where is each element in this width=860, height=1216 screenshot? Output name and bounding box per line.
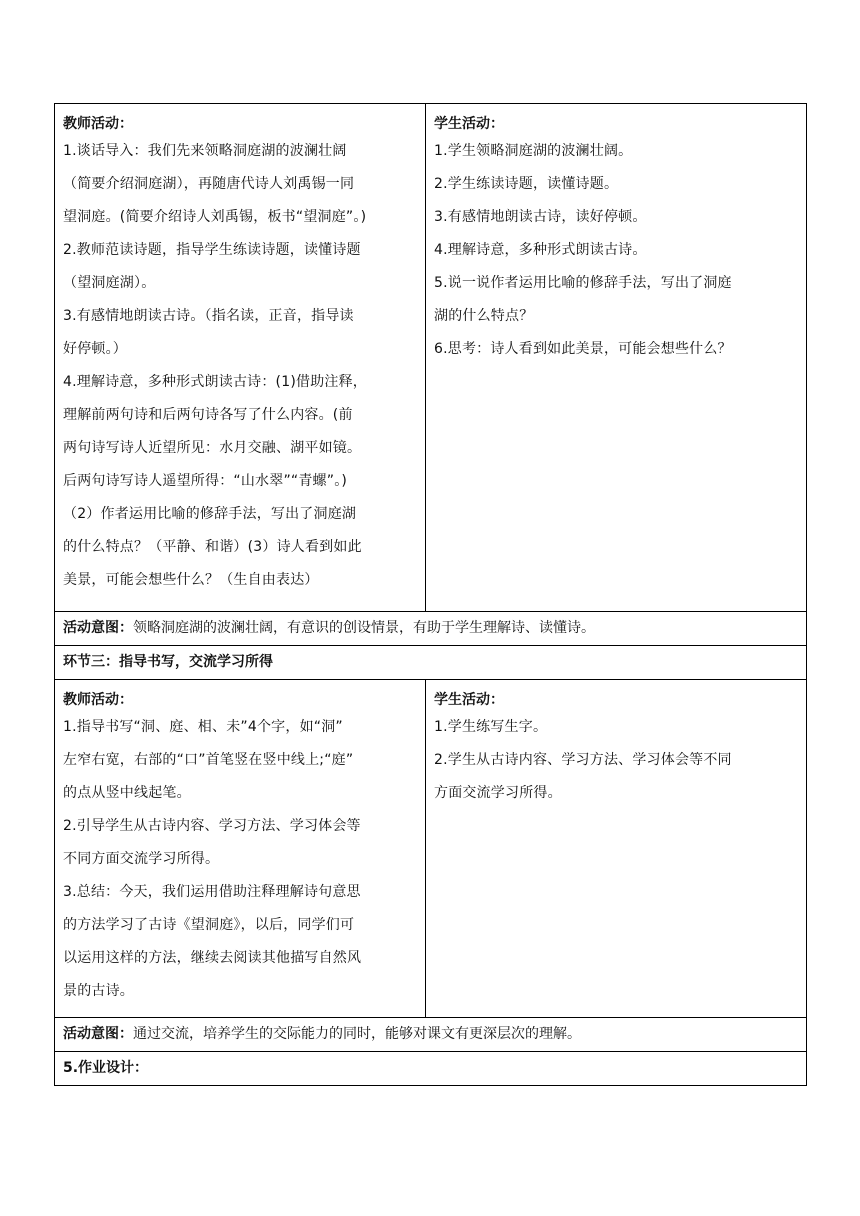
section3-teacher-line: 景的古诗。 [63, 983, 134, 999]
section3-title: 环节三：指导书写，交流学习所得 [63, 654, 273, 670]
section2-student-line: 2.学生练读诗题，读懂诗题。 [434, 176, 619, 192]
section2-teacher-line: 理解前两句诗和后两句诗各写了什么内容。(前 [63, 407, 353, 423]
section2-student-line: 1.学生领略洞庭湖的波澜壮阔。 [434, 143, 633, 159]
section3-teacher-line: 1.指导书写“洞、庭、相、未”4个字，如“洞” [63, 719, 343, 735]
homework-title: 5.作业设计： [63, 1060, 149, 1076]
section2-intent-cell [55, 612, 807, 646]
section3-title-cell [55, 646, 807, 680]
section3-teacher-line: 的点从竖中线起笔。 [63, 785, 191, 801]
section2-teacher-line: 4.理解诗意，多种形式朗读古诗：(1)借助注释， [63, 374, 367, 390]
section2-teacher-line: 1.谈话导入：我们先来领略洞庭湖的波澜壮阔 [63, 143, 347, 159]
section3-title-row [55, 646, 807, 680]
section2-intent-text: 领略洞庭湖的波澜壮阔，有意识的创设情景，有助于学生理解诗、读懂诗。 [133, 620, 595, 636]
section2-teacher-line: 美景，可能会想些什么？（生自由表达） [63, 572, 319, 588]
section2-teacher-line: 后两句诗写诗人遥望所得：“山水翠”“青螺”。) [63, 473, 348, 489]
section3-intent-row [55, 1018, 807, 1052]
section2-student-lines [434, 135, 798, 366]
section2-teacher-line: （简要介绍洞庭湖），再随唐代诗人刘禹锡一同 [63, 176, 355, 192]
section3-teacher-line: 的方法学习了古诗《望洞庭》，以后，同学们可 [63, 917, 355, 933]
section3-teacher-line: 不同方面交流学习所得。 [63, 851, 220, 867]
section3-student-cell [426, 680, 807, 1018]
section2-student-cell [426, 104, 807, 612]
section2-activities-row [55, 104, 807, 612]
section3-teacher-heading: 教师活动： [63, 692, 133, 708]
section2-student-line: 6.思考：诗人看到如此美景，可能会想些什么？ [434, 341, 732, 357]
section2-teacher-cell [55, 104, 426, 612]
section3-student-line: 1.学生练写生字。 [434, 719, 548, 735]
section2-student-line: 4.理解诗意，多种形式朗读古诗。 [434, 242, 647, 258]
section2-teacher-line: 望洞庭。(简要介绍诗人刘禹锡，板书“望洞庭”。) [63, 209, 367, 225]
section2-teacher-line: 3.有感情地朗读古诗。（指名读，正音，指导读 [63, 308, 354, 324]
section2-teacher-lines [63, 135, 417, 597]
section3-teacher-cell [55, 680, 426, 1018]
section3-student-heading: 学生活动： [434, 692, 504, 708]
section3-intent-label: 活动意图： [63, 1026, 133, 1042]
homework-cell [55, 1052, 807, 1086]
section2-teacher-line: 的什么特点？（平静、和谐）(3）诗人看到如此 [63, 539, 362, 555]
section2-teacher-line: 两句诗写诗人近望所见：水月交融、湖平如镜。 [63, 440, 362, 456]
section3-student-line: 方面交流学习所得。 [434, 785, 562, 801]
section2-student-line: 3.有感情地朗读古诗，读好停顿。 [434, 209, 647, 225]
section2-intent-label: 活动意图： [63, 620, 133, 636]
section3-teacher-line: 3.总结：今天，我们运用借助注释理解诗句意思 [63, 884, 361, 900]
section3-intent-cell [55, 1018, 807, 1052]
section2-intent-row [55, 612, 807, 646]
section2-teacher-line: （望洞庭湖）。 [63, 275, 156, 291]
homework-row [55, 1052, 807, 1086]
section2-teacher-heading: 教师活动： [63, 116, 133, 132]
section3-student-lines [434, 711, 798, 810]
section3-intent-text: 通过交流，培养学生的交际能力的同时，能够对课文有更深层次的理解。 [133, 1026, 581, 1042]
section2-teacher-line: （2）作者运用比喻的修辞手法，写出了洞庭湖 [63, 506, 357, 522]
section3-teacher-line: 以运用这样的方法，继续去阅读其他描写自然风 [63, 950, 362, 966]
section2-teacher-line: 2.教师范读诗题，指导学生练读诗题，读懂诗题 [63, 242, 361, 258]
section3-student-line: 2.学生从古诗内容、学习方法、学习体会等不同 [434, 752, 732, 768]
section2-student-line: 湖的什么特点？ [434, 308, 534, 324]
section3-teacher-line: 2.引导学生从古诗内容、学习方法、学习体会等 [63, 818, 361, 834]
section3-teacher-line: 左窄右宽，右部的“口”首笔竖在竖中线上;“庭” [63, 752, 354, 768]
section2-teacher-line: 好停顿。） [63, 341, 127, 357]
lesson-plan-table [54, 103, 807, 1086]
section3-activities-row [55, 680, 807, 1018]
section2-student-line: 5.说一说作者运用比喻的修辞手法，写出了洞庭 [434, 275, 732, 291]
section3-teacher-lines [63, 711, 417, 1008]
section2-student-heading: 学生活动： [434, 116, 504, 132]
